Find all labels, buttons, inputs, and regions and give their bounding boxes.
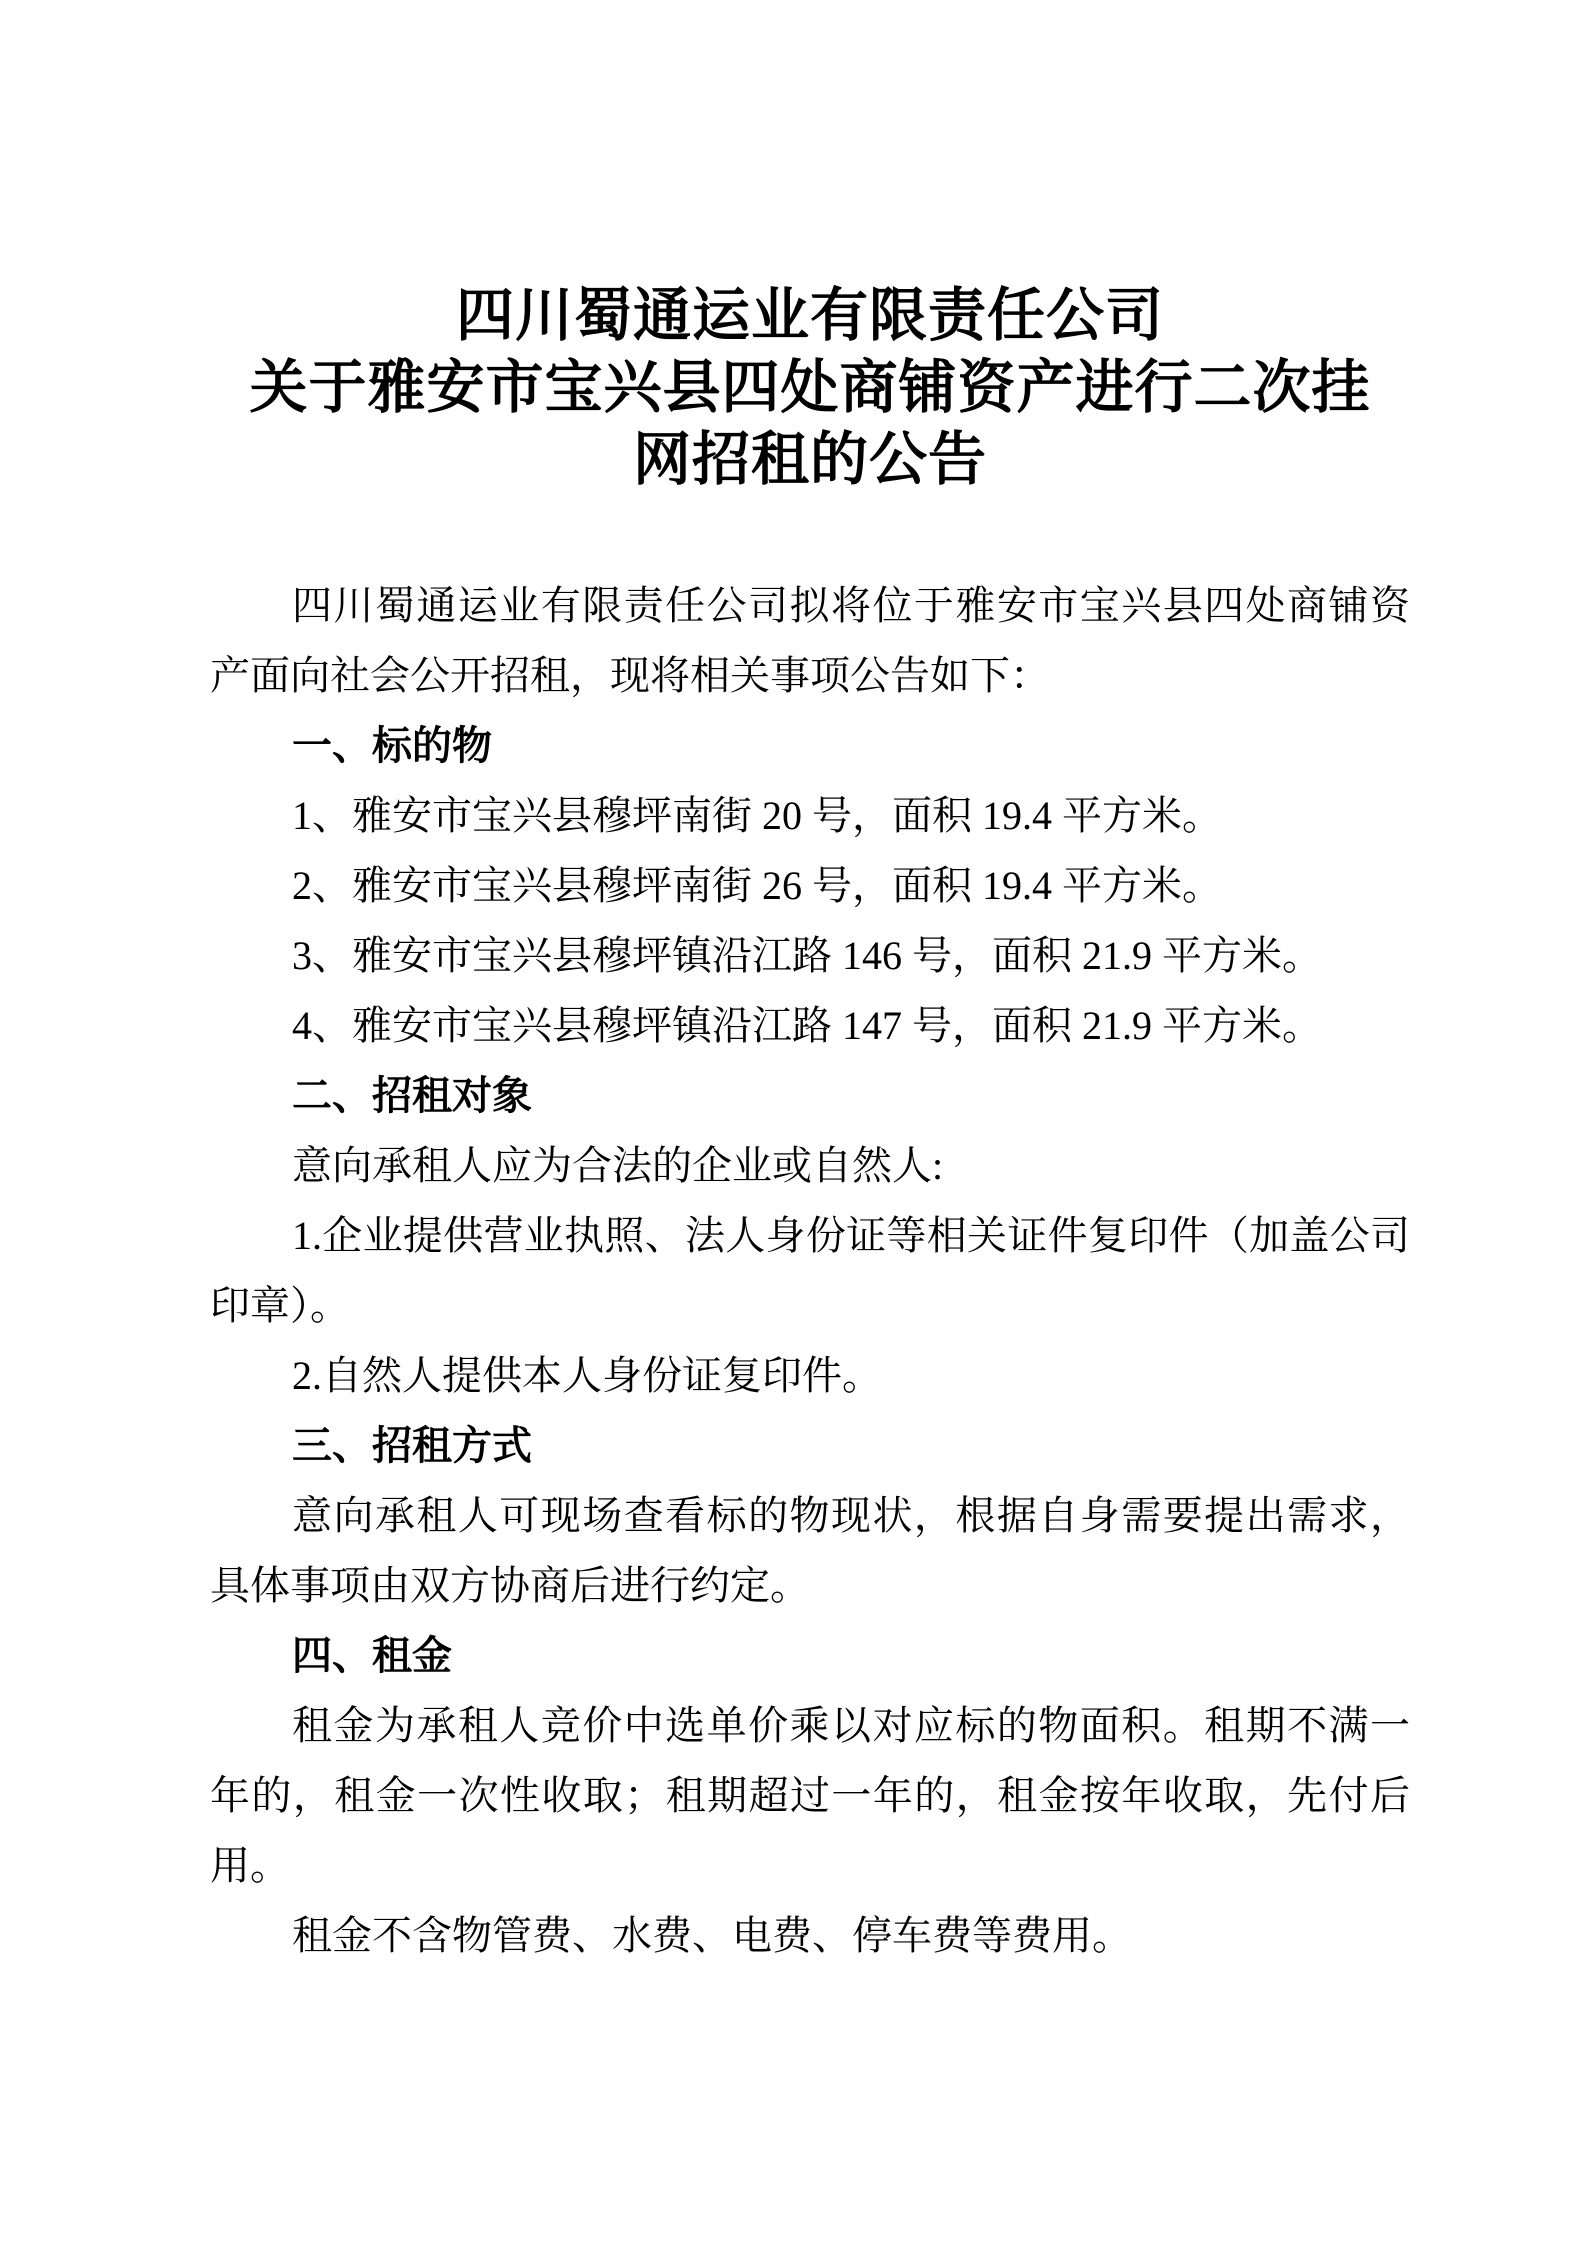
paragraph: 租金为承租人竞价中选单价乘以对应标的物面积。租期不满一年的，租金一次性收取；租期超过一年的，租金按年收取，先付后用。 xyxy=(210,1703,1410,1888)
paragraph: 2.自然人提供本人身份证复印件。 xyxy=(292,1353,882,1398)
document-title xyxy=(210,280,1410,496)
title-line-2: 关于雅安市宝兴县四处商铺资产进行二次挂 xyxy=(249,355,1371,420)
paragraph: 意向承租人应为合法的企业或自然人: xyxy=(292,1143,944,1188)
section-heading: 三、招租方式 xyxy=(292,1424,532,1468)
paragraph: 租金不含物管费、水费、电费、停车费等费用。 xyxy=(292,1913,1132,1958)
title-line-1: 四川蜀通运业有限责任公司 xyxy=(455,283,1164,348)
section-heading: 一、标的物 xyxy=(292,724,492,768)
paragraph: 2、雅安市宝兴县穆坪南街 26 号，面积 19.4 平方米。 xyxy=(292,863,1222,908)
paragraph: 意向承租人可现场查看标的物现状，根据自身需要提出需求，具体事项由双方协商后进行约定。 xyxy=(210,1493,1410,1608)
paragraph: 1、雅安市宝兴县穆坪南街 20 号，面积 19.4 平方米。 xyxy=(292,793,1222,838)
section-heading: 二、招租对象 xyxy=(292,1074,532,1118)
paragraph: 四川蜀通运业有限责任公司拟将位于雅安市宝兴县四处商铺资产面向社会公开招租，现将相关事项公告如下： xyxy=(210,583,1410,698)
document-body xyxy=(210,571,1410,1971)
paragraph: 3、雅安市宝兴县穆坪镇沿江路 146 号，面积 21.9 平方米。 xyxy=(292,933,1322,978)
section-heading: 四、租金 xyxy=(292,1634,452,1678)
paragraph: 4、雅安市宝兴县穆坪镇沿江路 147 号，面积 21.9 平方米。 xyxy=(292,1003,1322,1048)
paragraph: 1.企业提供营业执照、法人身份证等相关证件复印件（加盖公司印章）。 xyxy=(210,1213,1410,1328)
title-line-3: 网招租的公告 xyxy=(632,427,987,492)
